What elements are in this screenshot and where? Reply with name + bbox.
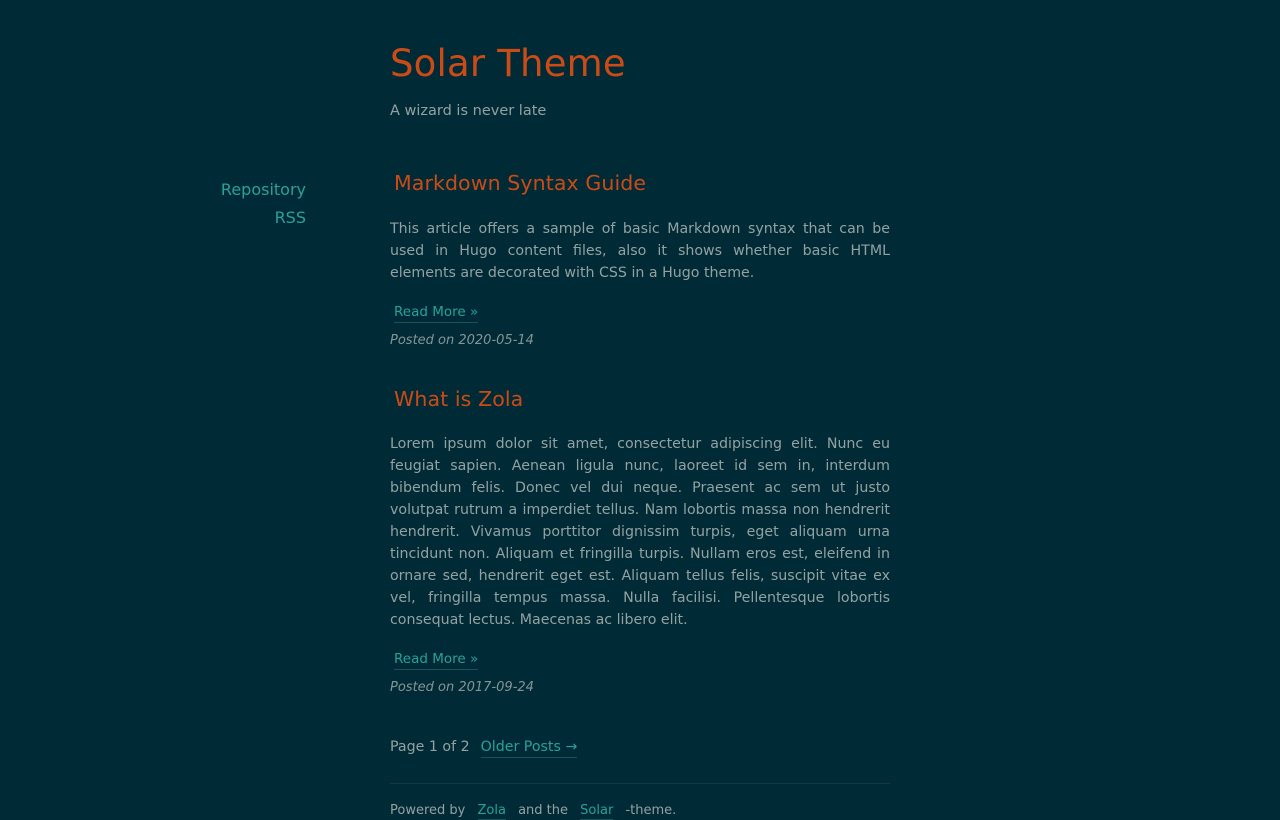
site-subtitle: A wizard is never late bbox=[390, 102, 547, 119]
sidebar-nav bbox=[0, 176, 306, 232]
sidebar-item-rss[interactable]: RSS bbox=[274, 208, 306, 227]
post-title bbox=[390, 386, 890, 414]
footer-zola-link[interactable]: Zola bbox=[477, 803, 506, 819]
post-summary: Lorem ipsum dolor sit amet, consectetur adipiscing elit. Nunc eu feugiat sapien. Aenean ligula nunc, laoreet id sem in, interdum bibendum felis. Donec vel dui neque. Praesent ac sem ut justo volutpat rutrum a imperdiet tellus. Nam lobortis massa non hendrerit hendrerit. Vivamus porttitor dignissim turpis, eget aliquam urna tincidunt non. Aliquam et fringilla turpis. Nullam eros est, eleifend in ornare sed, hendrerit eget est. Aliquam tellus felis, suscipit vitae ex vel, fringilla tempus massa. Nulla facilisi. Pellentesque lobortis consequat lectus. Maecenas ac libero elit. bbox=[390, 436, 890, 629]
post-list bbox=[390, 170, 890, 818]
pagination bbox=[390, 695, 890, 755]
footer-space bbox=[613, 803, 625, 818]
post-date: Posted on 2017-09-24 bbox=[390, 680, 534, 696]
footer-solar-link[interactable]: Solar bbox=[580, 803, 614, 819]
read-more-link[interactable]: Read More » bbox=[394, 651, 478, 670]
post-summary: This article offers a sample of basic Markdown syntax that can be used in Hugo content files, also it shows whether basic HTML elements are decorated with CSS in a Hugo theme. bbox=[390, 220, 890, 281]
post-title-link[interactable]: What is Zola bbox=[394, 386, 524, 411]
footer-theme-suffix: -theme. bbox=[625, 803, 677, 819]
older-posts-link[interactable]: Older Posts → bbox=[481, 739, 578, 758]
post-title-link[interactable]: Markdown Syntax Guide bbox=[394, 171, 647, 195]
footer-middle-label: and the bbox=[518, 803, 569, 819]
footer-space bbox=[568, 803, 580, 818]
site-footer bbox=[390, 783, 890, 818]
page-title: Solar Theme bbox=[390, 42, 626, 85]
footer-space bbox=[506, 803, 518, 818]
page-counter: Page 1 of 2 bbox=[390, 739, 470, 756]
read-more-wrapper bbox=[390, 284, 890, 320]
post-item bbox=[390, 170, 890, 348]
sidebar-item-repository[interactable]: Repository bbox=[220, 180, 306, 199]
post-item bbox=[390, 386, 890, 696]
read-more-wrapper bbox=[390, 631, 890, 667]
read-more-link[interactable]: Read More » bbox=[394, 304, 478, 323]
post-date: Posted on 2020-05-14 bbox=[390, 332, 534, 348]
footer-powered-by-label: Powered by bbox=[390, 803, 466, 819]
post-title bbox=[390, 170, 890, 198]
footer-space bbox=[465, 803, 477, 818]
site-header bbox=[390, 42, 890, 121]
